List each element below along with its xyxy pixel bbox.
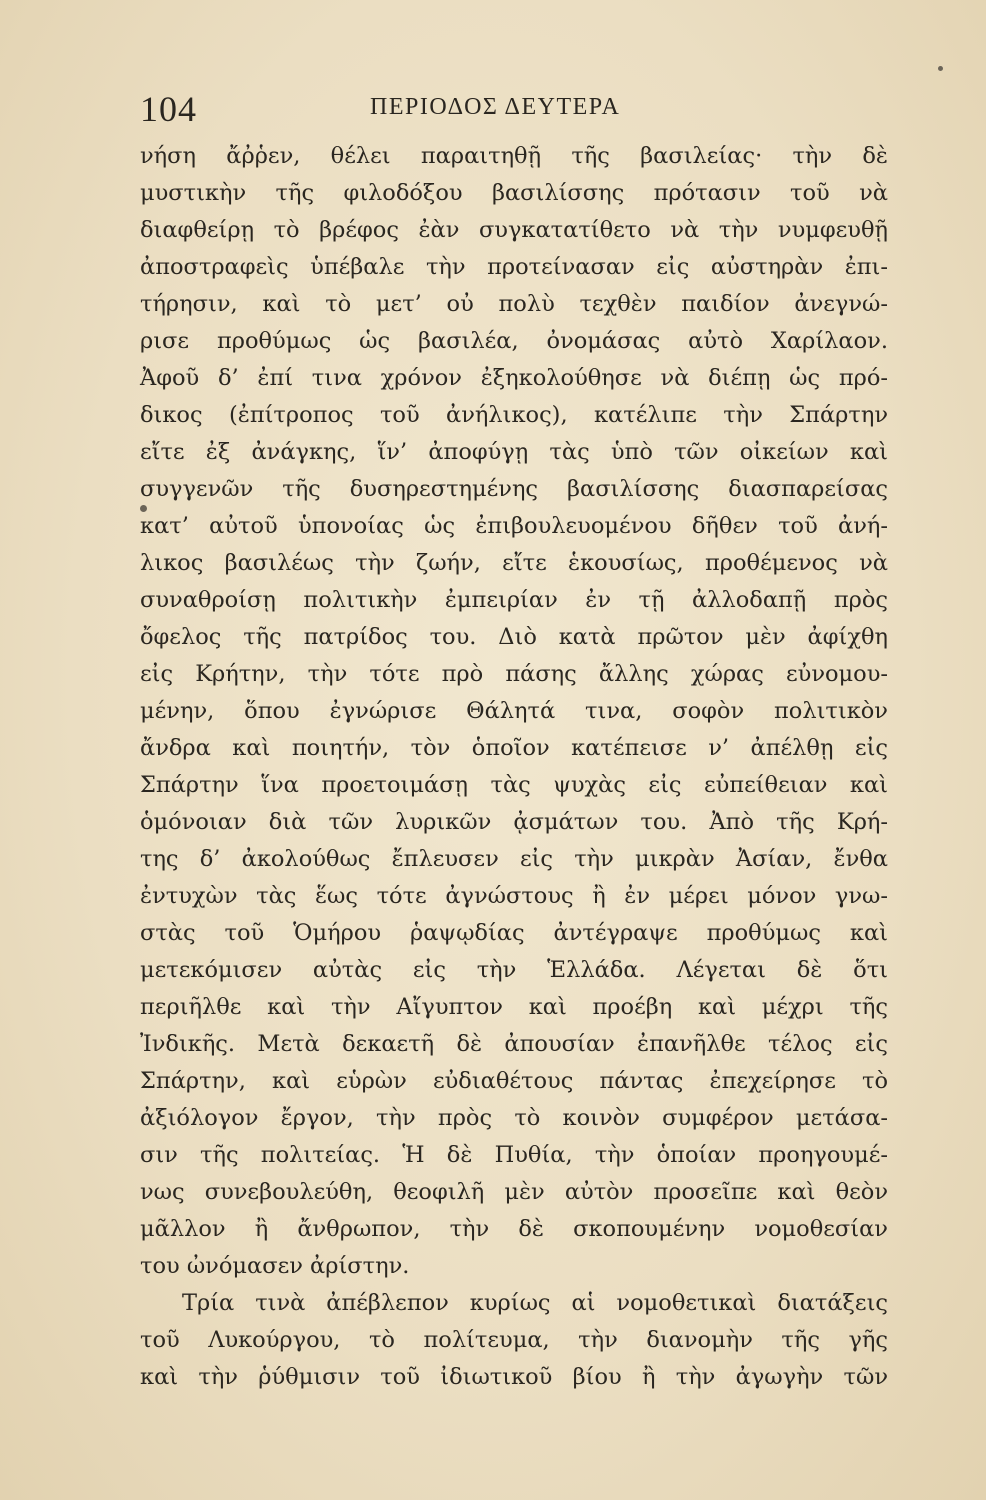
text-line: συναθροίσῃ πολιτικὴν ἐμπειρίαν ἐν τῇ ἀλλοδαπῇ πρὸς: [140, 587, 888, 613]
text-line: Σπάρτην ἵνα προετοιμάσῃ τὰς ψυχὰς εἰς εὐπείθειαν καὶ: [140, 772, 888, 798]
text-line: Ἰνδικῆς. Μετὰ δεκαετῆ δὲ ἀπουσίαν ἐπανῆλθε τέλος εἰς: [140, 1031, 888, 1057]
text-line: της δ’ ἀκολούθως ἔπλευσεν εἰς τὴν μικρὰν Ἀσίαν, ἔνθα: [140, 846, 888, 872]
body-text: [140, 138, 888, 1396]
text-line: συγγενῶν τῆς δυσηρεστημένης βασιλίσσης διασπαρείσας: [140, 476, 888, 502]
text-line: νήση ἄῤῥεν, θέλει παραιτηθῇ τῆς βασιλείας· τὴν δὲ: [140, 143, 888, 169]
text-line: ὁμόνοιαν διὰ τῶν λυρικῶν ᾀσμάτων του. Ἀπὸ τῆς Κρή-: [140, 809, 888, 835]
paragraph-start-line: Τρία τινὰ ἀπέβλεπον κυρίως αἱ νομοθετικαὶ διατάξεις: [182, 1290, 888, 1316]
text-line: εἴτε ἐξ ἀνάγκης, ἵν’ ἀποφύγῃ τὰς ὑπὸ τῶν οἰκείων καὶ: [140, 439, 888, 465]
paragraph-end-line: του ὠνόμασεν ἀρίστην.: [140, 1253, 410, 1279]
text-line: ἄνδρα καὶ ποιητήν, τὸν ὁποῖον κατέπεισε ν’ ἀπέλθῃ εἰς: [140, 735, 888, 761]
ink-spot: [938, 66, 943, 71]
text-line: περιῆλθε καὶ τὴν Αἴγυπτον καὶ προέβη καὶ μέχρι τῆς: [140, 994, 888, 1020]
text-line: μᾶλλον ἢ ἄνθρωπον, τὴν δὲ σκοπουμένην νομοθεσίαν: [140, 1216, 888, 1242]
text-line: ὄφελος τῆς πατρίδος του. Διὸ κατὰ πρῶτον μὲν ἀφίχθη: [140, 624, 888, 650]
page-number: 104: [140, 89, 197, 129]
running-head: ΠΕΡΙΟΔΟΣ ΔΕΥΤΕΡΑ: [370, 94, 621, 120]
text-line: ἀξιόλογον ἔργον, τὴν πρὸς τὸ κοινὸν συμφέρον μετάσα-: [140, 1105, 888, 1131]
text-line: τήρησιν, καὶ τὸ μετ’ οὐ πολὺ τεχθὲν παιδίον ἀνεγνώ-: [140, 291, 888, 317]
text-line: καὶ τὴν ῥύθμισιν τοῦ ἰδιωτικοῦ βίου ἢ τὴν ἀγωγὴν τῶν: [140, 1364, 888, 1390]
text-line: διαφθείρῃ τὸ βρέφος ἐὰν συγκατατίθετο νὰ τὴν νυμφευθῇ: [140, 217, 888, 243]
text-line: ἐντυχὼν τὰς ἕως τότε ἀγνώστους ἢ ἐν μέρει μόνον γνω-: [140, 883, 888, 909]
text-line: μυστικὴν τῆς φιλοδόξου βασιλίσσης πρότασιν τοῦ νὰ: [140, 180, 888, 206]
text-line: ρισε προθύμως ὡς βασιλέα, ὀνομάσας αὐτὸ Χαρίλαον.: [140, 328, 888, 354]
text-line: μετεκόμισεν αὐτὰς εἰς τὴν Ἑλλάδα. Λέγεται δὲ ὅτι: [140, 957, 888, 983]
text-line: Ἀφοῦ δ’ ἐπί τινα χρόνον ἐξηκολούθησε νὰ διέπῃ ὡς πρό-: [140, 365, 888, 391]
text-line: νως συνεβουλεύθη, θεοφιλῆ μὲν αὐτὸν προσεῖπε καὶ θεὸν: [140, 1179, 888, 1205]
text-line: ἀποστραφεὶς ὑπέβαλε τὴν προτείνασαν εἰς αὐστηρὰν ἐπι-: [140, 254, 888, 280]
text-line: εἰς Κρήτην, τὴν τότε πρὸ πάσης ἄλλης χώρας εὐνομου-: [140, 661, 888, 687]
text-line: σιν τῆς πολιτείας. Ἡ δὲ Πυθία, τὴν ὁποίαν προηγουμέ-: [140, 1142, 888, 1168]
text-line: κατ’ αὐτοῦ ὑπονοίας ὡς ἐπιβουλευομένου δῆθεν τοῦ ἀνή-: [140, 513, 888, 539]
text-line: δικος (ἐπίτροπος τοῦ ἀνήλικος), κατέλιπε τὴν Σπάρτην: [140, 402, 888, 428]
text-line: Σπάρτην, καὶ εὑρὼν εὐδιαθέτους πάντας ἐπεχείρησε τὸ: [140, 1068, 888, 1094]
text-line: τοῦ Λυκούργου, τὸ πολίτευμα, τὴν διανομὴν τῆς γῆς: [140, 1327, 888, 1353]
text-line: λικος βασιλέως τὴν ζωήν, εἴτε ἑκουσίως, προθέμενος νὰ: [140, 550, 888, 576]
ink-spot: [140, 505, 147, 512]
text-line: στὰς τοῦ Ὁμήρου ῥαψῳδίας ἀντέγραψε προθύμως καὶ: [140, 920, 888, 946]
text-line: μένην, ὅπου ἐγνώρισε Θάλητά τινα, σοφὸν πολιτικὸν: [140, 698, 888, 724]
page-header: [140, 88, 896, 128]
